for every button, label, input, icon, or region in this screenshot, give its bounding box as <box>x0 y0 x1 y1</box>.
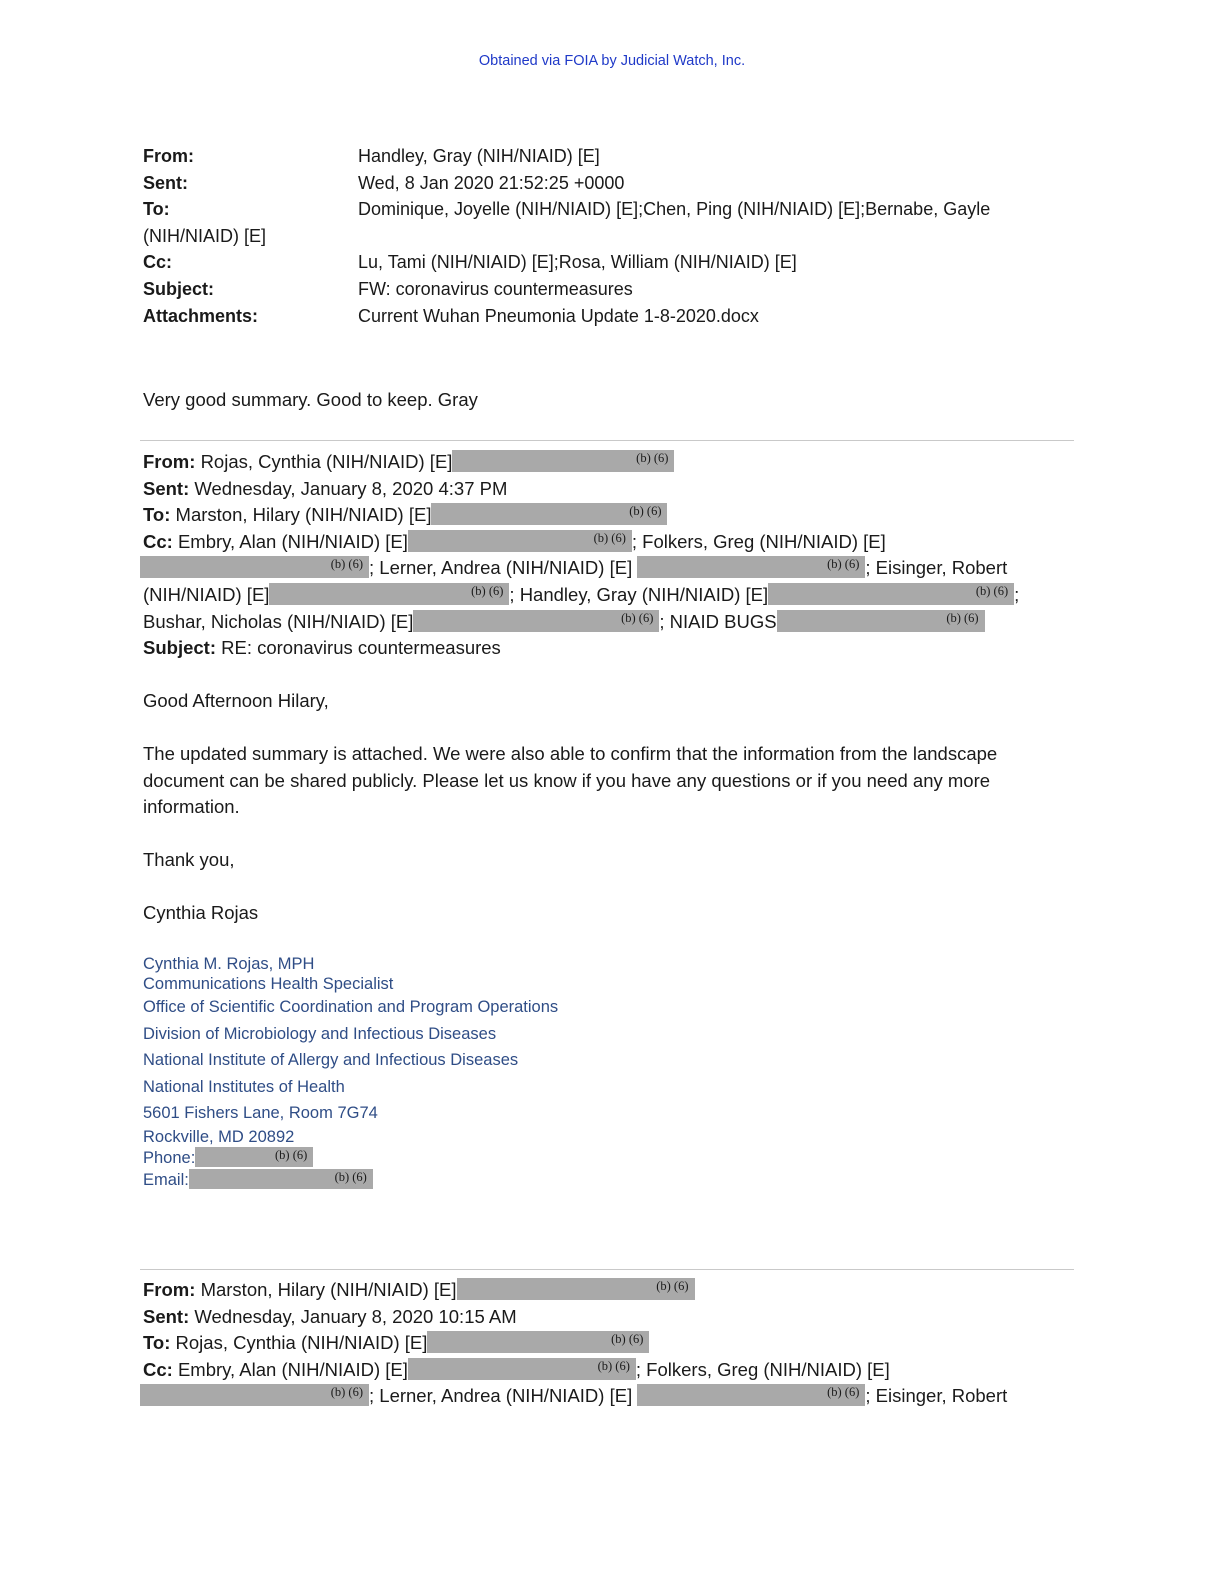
msg1-subject-label: Subject: <box>143 637 216 659</box>
msg2-to-label: To: <box>143 1332 171 1354</box>
msg1-to-label: To: <box>143 504 171 526</box>
header-sent-row <box>143 170 990 197</box>
msg1-subject-line <box>143 635 1019 662</box>
msg1-from-label: From: <box>143 451 196 472</box>
msg1-cc-bushar: Bushar, Nicholas (NIH/NIAID) [E] <box>143 610 414 632</box>
sig-institute: National Institute of Allergy and Infectious Diseases <box>143 1051 519 1069</box>
header-from-row <box>143 143 990 170</box>
redaction-box <box>408 1358 636 1380</box>
email-header <box>143 143 990 329</box>
msg1-cc-niaid: (NIH/NIAID) [E] <box>143 583 270 605</box>
header-subject-row <box>143 276 990 303</box>
msg2-from-label: From: <box>143 1279 196 1300</box>
header-to-row <box>143 196 990 223</box>
msg2-cc-line-1 <box>143 1357 1007 1384</box>
redaction-box <box>189 1169 373 1189</box>
msg1-from-value: Rojas, Cynthia (NIH/NIAID) [E] <box>200 451 453 472</box>
top-note: Very good summary. Good to keep. Gray <box>143 389 478 410</box>
divider-2 <box>140 1269 1074 1270</box>
header-sent-value: Wed, 8 Jan 2020 21:52:25 +0000 <box>358 172 625 193</box>
redaction-code: (b) (6) <box>636 451 669 465</box>
header-attachments-label: Attachments: <box>143 305 259 326</box>
redaction-code: (b) (6) <box>975 583 1009 598</box>
redaction-code: (b) (6) <box>597 1358 630 1373</box>
msg1-cc-folkers: ; Folkers, Greg (NIH/NIAID) [E] <box>631 530 886 552</box>
sig-phone-line <box>143 1147 558 1169</box>
redaction-code: (b) (6) <box>656 1279 689 1293</box>
msg2-to-line <box>143 1330 1007 1357</box>
msg1-greeting: Good Afternoon Hilary, <box>143 690 329 711</box>
redaction-box <box>452 450 674 472</box>
msg1-subject-value: RE: coronavirus countermeasures <box>221 637 501 659</box>
msg2-cc-label: Cc: <box>143 1358 173 1380</box>
redaction-code: (b) (6) <box>330 557 363 572</box>
msg2-sent-line <box>143 1304 1007 1331</box>
redaction-code: (b) (6) <box>275 1147 308 1162</box>
redaction-box <box>140 1384 369 1406</box>
header-from-label: From: <box>143 146 194 166</box>
redaction-box <box>637 1384 865 1406</box>
msg1-cc-line-3 <box>143 582 1019 609</box>
msg2-header <box>143 1277 1007 1410</box>
redaction-code: (b) (6) <box>334 1169 367 1184</box>
redaction-code: (b) (6) <box>827 1385 860 1400</box>
redaction-box <box>408 530 632 552</box>
redaction-box <box>777 610 985 632</box>
msg1-cc-line-1 <box>143 529 1019 556</box>
redaction-code: (b) (6) <box>471 583 504 598</box>
sig-name: Cynthia M. Rojas, MPH <box>143 955 315 973</box>
header-sent-label: Sent: <box>143 172 188 193</box>
msg2-cc-eisinger: ; Eisinger, Robert <box>865 1385 1008 1407</box>
redaction-box <box>637 556 865 578</box>
msg1-cc-line-4 <box>143 609 1019 636</box>
sig-nih: National Institutes of Health <box>143 1077 345 1096</box>
msg1-cc-semicolon: ; <box>1014 583 1020 605</box>
redaction-box <box>140 556 369 578</box>
msg2-cc-embry: Embry, Alan (NIH/NIAID) [E] <box>177 1358 408 1380</box>
divider-1 <box>140 440 1074 441</box>
sig-title: Communications Health Specialist <box>143 975 394 993</box>
msg2-from-line <box>143 1277 1007 1304</box>
redaction-code: (b) (6) <box>330 1385 363 1400</box>
redaction-box <box>768 583 1014 605</box>
msg1-cc-label: Cc: <box>143 530 173 552</box>
msg1-sent-label: Sent: <box>143 477 190 499</box>
msg2-from-value: Marston, Hilary (NIH/NIAID) [E] <box>200 1279 457 1300</box>
sig-office: Office of Scientific Coordination and Program Operations <box>143 998 559 1016</box>
header-cc-label: Cc: <box>143 252 173 273</box>
header-cc-value: Lu, Tami (NIH/NIAID) [E];Rosa, William (NIH/NIAID) [E] <box>358 252 797 273</box>
header-attachments-value: Current Wuhan Pneumonia Update 1-8-2020.docx <box>358 305 759 326</box>
sig-address-2: Rockville, MD 20892 <box>143 1127 295 1146</box>
msg1-sent-value: Wednesday, January 8, 2020 4:37 PM <box>194 477 508 499</box>
msg2-sent-label: Sent: <box>143 1305 190 1327</box>
redaction-box <box>427 1331 649 1353</box>
msg1-cc-eisinger: ; Eisinger, Robert <box>865 557 1008 579</box>
signature-block <box>143 954 558 1191</box>
msg1-cc-line-2 <box>140 555 1019 582</box>
sig-email-line <box>143 1169 558 1191</box>
header-from-value: Handley, Gray (NIH/NIAID) [E] <box>358 146 600 166</box>
redaction-code: (b) (6) <box>621 610 654 625</box>
msg1-thanks: Thank you, <box>143 849 235 870</box>
sig-phone-label: Phone: <box>143 1148 196 1167</box>
header-subject-value: FW: coronavirus countermeasures <box>358 278 633 299</box>
redaction-code: (b) (6) <box>593 530 626 545</box>
redaction-box <box>457 1278 695 1300</box>
msg2-cc-line-2 <box>140 1383 1007 1410</box>
sig-address-1: 5601 Fishers Lane, Room 7G74 <box>143 1104 378 1122</box>
msg1-sender-name: Cynthia Rojas <box>143 902 259 923</box>
header-subject-label: Subject: <box>143 278 215 299</box>
sig-email-label: Email: <box>143 1170 189 1189</box>
header-to-continuation: (NIH/NIAID) [E] <box>143 225 267 246</box>
msg1-cc-handley: ; Handley, Gray (NIH/NIAID) [E] <box>509 583 769 605</box>
redaction-box <box>195 1147 313 1167</box>
header-cc-row <box>143 249 990 276</box>
msg1-body: The updated summary is attached. We were also able to confirm that the information from the landscape document can be shared publicly. Please let us know if you have any questions or if you need any more information. <box>143 743 998 818</box>
header-attachments-row <box>143 303 990 330</box>
msg1-to-line <box>143 502 1019 529</box>
redaction-code: (b) (6) <box>827 557 860 572</box>
redaction-box <box>269 583 509 605</box>
foia-banner: Obtained via FOIA by Judicial Watch, Inc. <box>478 53 746 69</box>
msg1-cc-bugs: ; NIAID BUGS <box>659 610 777 632</box>
msg1-sent-line <box>143 476 1019 503</box>
msg2-to-value: Rojas, Cynthia (NIH/NIAID) [E] <box>175 1332 428 1354</box>
msg1-cc-lerner: ; Lerner, Andrea (NIH/NIAID) [E] <box>369 557 633 579</box>
msg2-sent-value: Wednesday, January 8, 2020 10:15 AM <box>194 1305 517 1327</box>
header-to-value: Dominique, Joyelle (NIH/NIAID) [E];Chen, Ping (NIH/NIAID) [E];Bernabe, Gayle <box>358 199 991 220</box>
msg2-cc-lerner: ; Lerner, Andrea (NIH/NIAID) [E] <box>369 1385 633 1407</box>
msg1-header <box>143 449 1019 662</box>
redaction-code: (b) (6) <box>946 610 979 625</box>
msg2-cc-folkers: ; Folkers, Greg (NIH/NIAID) [E] <box>635 1358 890 1380</box>
header-to-label: To: <box>143 199 170 220</box>
sig-division: Division of Microbiology and Infectious Diseases <box>143 1024 497 1043</box>
redaction-code: (b) (6) <box>629 504 662 519</box>
redaction-box <box>413 610 659 632</box>
msg1-cc-embry: Embry, Alan (NIH/NIAID) [E] <box>177 530 408 552</box>
redaction-box <box>431 503 667 525</box>
msg1-from-line <box>143 449 1019 476</box>
redaction-code: (b) (6) <box>611 1332 644 1347</box>
msg1-to-value: Marston, Hilary (NIH/NIAID) [E] <box>175 504 432 526</box>
